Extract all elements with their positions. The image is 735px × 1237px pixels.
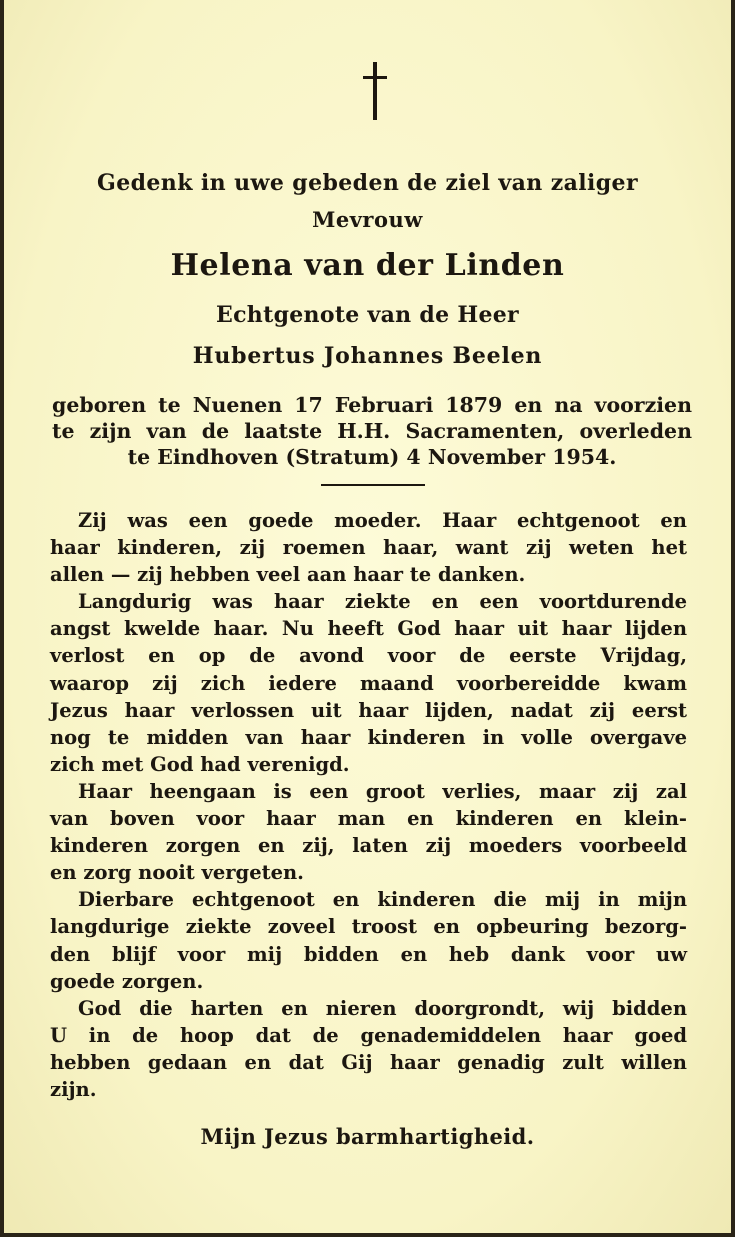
remembrance-line: Gedenk in uwe gebeden de ziel van zaliger xyxy=(97,170,638,196)
text-line: kinderen zorgen en zij, laten zij moeders voorbeeld xyxy=(50,834,687,858)
text-line: Zij was een goede moeder. Haar echtgenoot en xyxy=(78,509,687,532)
birth-death-line: te Eindhoven (Stratum) 4 November 1954. xyxy=(127,445,617,469)
text-line: God die harten en nieren doorgrondt, wij bidden xyxy=(78,996,687,1020)
cross-icon xyxy=(363,62,387,120)
text-line: verlost en op de avond voor de eerste Vrijdag, xyxy=(50,644,687,668)
text-line: goede zorgen. xyxy=(50,969,204,993)
relation-line: Echtgenote van de Heer xyxy=(216,302,519,328)
birth-death-line: geboren te Nuenen 17 Februari 1879 en na voorzien xyxy=(52,393,692,417)
honorific: Mevrouw xyxy=(312,207,423,232)
text-line: langdurige ziekte zoveel troost en opbeuring bezorg- xyxy=(50,915,687,939)
text-line: en zorg nooit vergeten. xyxy=(50,861,304,885)
text-line: zijn. xyxy=(50,1077,97,1101)
text-line: zich met God had verenigd. xyxy=(50,752,350,776)
text-line: den blijf voor mij bidden en heb dank voor uw xyxy=(50,942,687,966)
closing-prayer: Mijn Jezus barmhartigheid. xyxy=(200,1124,535,1149)
deceased-name: Helena van der Linden xyxy=(170,248,565,283)
memorial-card xyxy=(4,0,731,1233)
text-line: U in de hoop dat de genademiddelen haar goed xyxy=(50,1023,687,1047)
text-line: Dierbare echtgenoot en kinderen die mij in mijn xyxy=(78,888,687,912)
spouse-name: Hubertus Johannes Beelen xyxy=(192,343,543,369)
text-line: angst kwelde haar. Nu heeft God haar uit haar lijden xyxy=(50,617,687,641)
birth-death-details xyxy=(52,392,692,470)
text-line: Jezus haar verlossen uit haar lijden, nadat zij eerst xyxy=(50,698,687,722)
text-line: haar kinderen, zij roemen haar, want zij weten het xyxy=(50,536,687,560)
text-line: van boven voor haar man en kinderen en klein- xyxy=(50,807,687,831)
text-line: hebben gedaan en dat Gij haar genadig zult willen xyxy=(50,1050,687,1074)
memorial-text xyxy=(50,507,687,1103)
text-line: Langdurig was haar ziekte en een voortdurende xyxy=(78,590,687,614)
birth-death-line: te zijn van de laatste H.H. Sacramenten, overleden xyxy=(52,419,692,443)
text-line: Haar heengaan is een groot verlies, maar zij zal xyxy=(78,779,687,803)
text-line: allen — zij hebben veel aan haar te danken. xyxy=(50,563,526,587)
text-line: nog te midden van haar kinderen in volle overgave xyxy=(50,725,687,749)
divider xyxy=(321,484,425,486)
text-line: waarop zij zich iedere maand voorbereidde kwam xyxy=(50,671,687,695)
